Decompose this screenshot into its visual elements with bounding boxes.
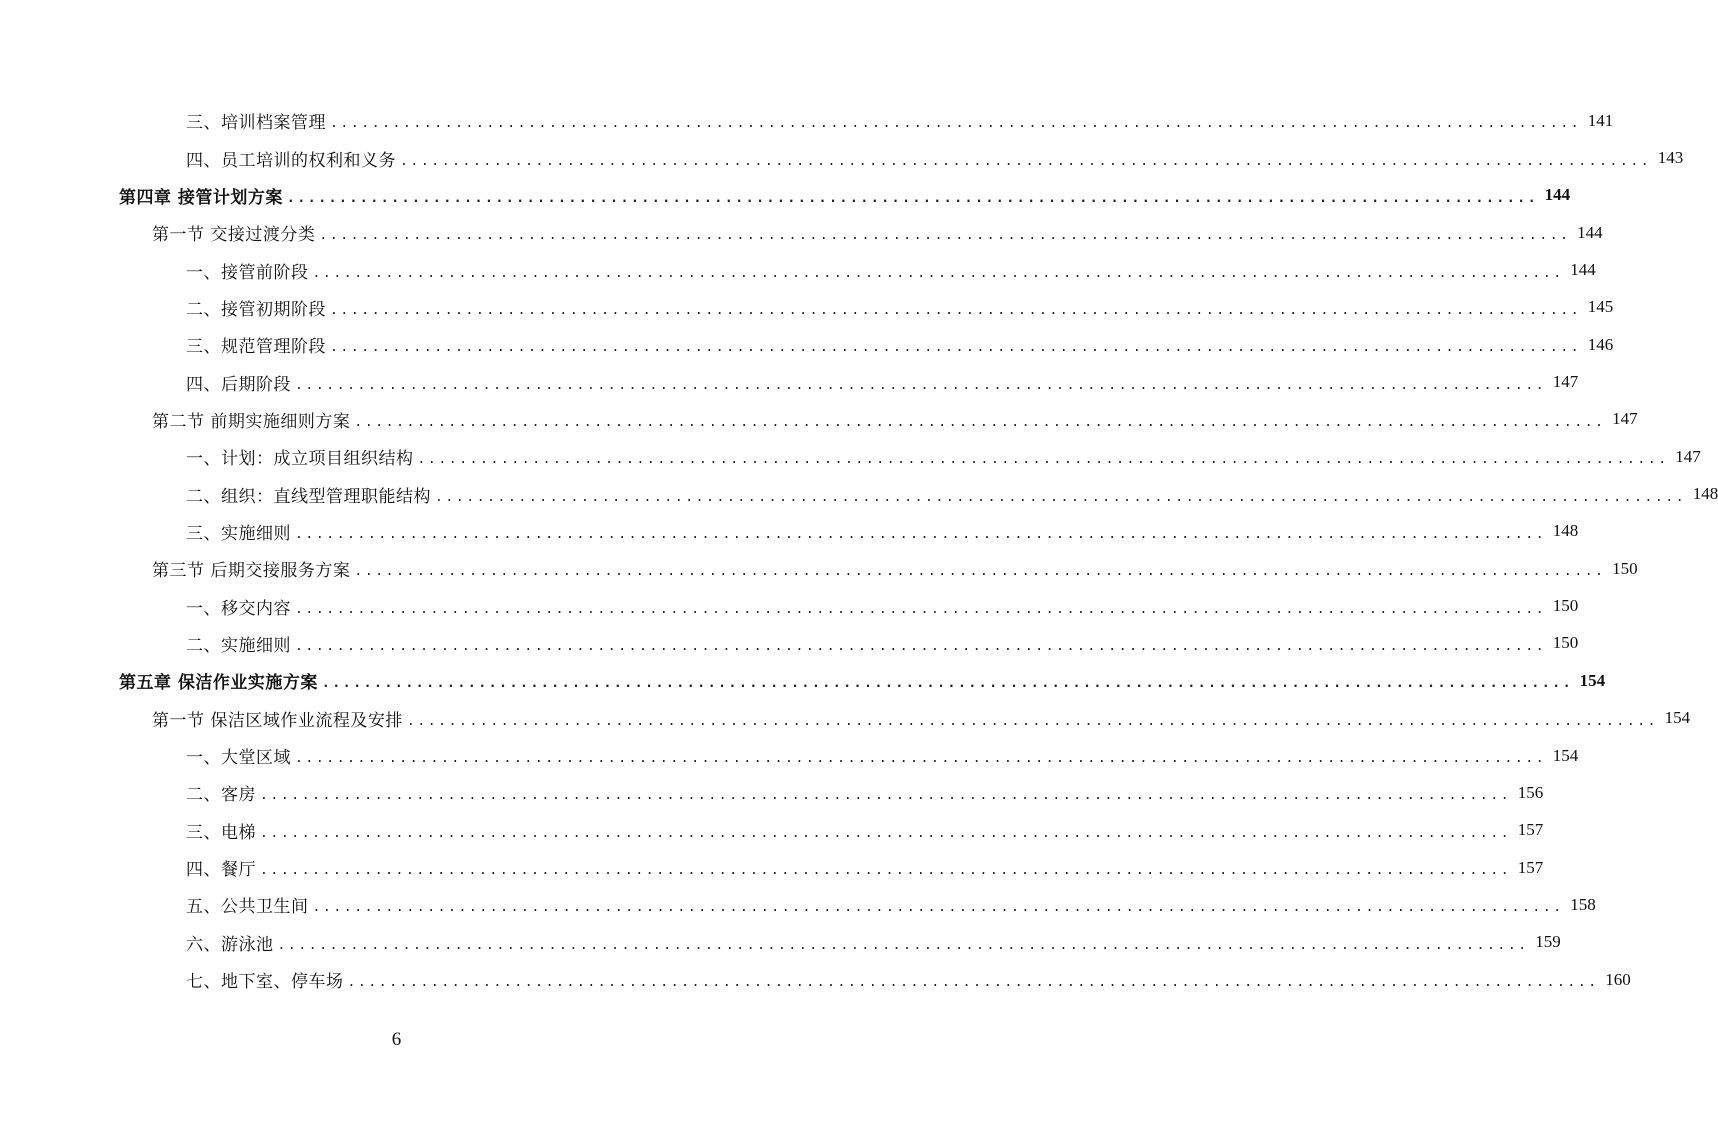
toc-dot-leader: ........................................................................................................................: [295, 526, 1547, 542]
toc-entry-page: 147: [1675, 446, 1701, 466]
toc-entry-page: 157: [1517, 857, 1544, 877]
toc-dot-leader: ........................................................................................................................: [417, 452, 1669, 468]
toc-entry[interactable]: [0, 625, 1579, 662]
toc-entry-title: 四、餐厅: [186, 860, 256, 881]
toc-section-entry[interactable]: [0, 214, 1603, 251]
toc-entry[interactable]: [0, 139, 1684, 176]
toc-dot-leader: ........................................................................................................................: [330, 302, 1582, 318]
toc-entry-page: 150: [1612, 558, 1638, 578]
toc-entry-page: 144: [1577, 222, 1603, 242]
toc-entry-title: 二、客房: [186, 785, 256, 806]
toc-entry-page: 148: [1692, 484, 1718, 504]
toc-entry-page: 147: [1552, 372, 1579, 392]
toc-entry-page: 157: [1517, 820, 1544, 840]
toc-entry-title: 第一节 交接过渡分类: [152, 225, 316, 246]
toc-entry[interactable]: [0, 102, 1614, 139]
toc-dot-leader: ........................................................................................................................: [330, 340, 1582, 356]
toc-entry-page: 154: [1664, 708, 1691, 728]
toc-entry-page: 145: [1587, 297, 1614, 317]
toc-entry-page: 156: [1517, 782, 1544, 802]
toc-entry-title: 七、地下室、停车场: [186, 972, 344, 993]
toc-entry[interactable]: [0, 849, 1544, 886]
toc-entry-page: 143: [1657, 148, 1684, 168]
toc-entry-title: 第一节 保洁区域作业流程及安排: [152, 710, 403, 731]
toc-entry-page: 144: [1570, 260, 1596, 280]
toc-dot-leader: ........................................................................................................................: [354, 564, 1606, 580]
toc-entry[interactable]: [0, 924, 1561, 961]
toc-entry-title: 四、后期阶段: [186, 374, 291, 395]
toc-entry[interactable]: [0, 475, 1718, 512]
toc-dot-leader: ........................................................................................................................: [260, 825, 1512, 841]
toc-dot-leader: ........................................................................................................................: [277, 937, 1529, 953]
toc-dot-leader: ........................................................................................................................: [295, 638, 1547, 654]
toc-entry-page: 154: [1552, 745, 1579, 765]
toc-entry-title: 一、移交内容: [186, 598, 291, 619]
toc-entry-title: 三、培训档案管理: [186, 113, 326, 134]
toc-dot-leader: ........................................................................................................................: [295, 601, 1547, 617]
toc-chapter-entry[interactable]: [0, 177, 1571, 214]
toc-chapter-entry[interactable]: [0, 662, 1606, 699]
toc-entry-title: 第四章 接管计划方案: [119, 187, 283, 208]
toc-entry-page: 150: [1552, 633, 1579, 653]
toc-entry-title: 一、接管前阶段: [186, 262, 309, 283]
toc-entry-page: 141: [1587, 110, 1614, 130]
toc-entry-page: 144: [1544, 185, 1571, 205]
toc-dot-leader: ........................................................................................................................: [312, 900, 1564, 916]
toc-dot-leader: ........................................................................................................................: [319, 228, 1571, 244]
toc-entry-page: 159: [1535, 932, 1561, 952]
toc-entry[interactable]: [0, 812, 1544, 849]
toc-entry-title: 一、大堂区域: [186, 748, 291, 769]
toc-section-entry[interactable]: [0, 700, 1691, 737]
toc-dot-leader: ........................................................................................................................: [286, 190, 1539, 206]
toc-entry[interactable]: [0, 737, 1579, 774]
toc-entry[interactable]: [0, 587, 1579, 624]
table-of-contents: [0, 102, 1718, 998]
toc-dot-leader: ........................................................................................................................: [260, 788, 1512, 804]
toc-dot-leader: ........................................................................................................................: [400, 153, 1652, 169]
toc-entry-title: 一、计划：成立项目组织结构: [186, 449, 414, 470]
toc-entry-page: 148: [1552, 521, 1579, 541]
toc-entry-title: 六、游泳池: [186, 934, 274, 955]
toc-entry-page: 154: [1579, 670, 1606, 690]
toc-entry[interactable]: [0, 886, 1596, 923]
toc-section-entry[interactable]: [0, 401, 1638, 438]
toc-dot-leader: ........................................................................................................................: [321, 676, 1574, 692]
toc-entry-page: 160: [1605, 969, 1631, 989]
toc-entry-title: 第二节 前期实施细则方案: [152, 411, 351, 432]
toc-entry[interactable]: [0, 326, 1614, 363]
toc-entry-title: 二、组织：直线型管理职能结构: [186, 486, 431, 507]
toc-entry-title: 第五章 保洁作业实施方案: [119, 673, 318, 694]
toc-dot-leader: ........................................................................................................................: [312, 265, 1564, 281]
toc-entry-page: 147: [1612, 409, 1638, 429]
toc-dot-leader: ........................................................................................................................: [354, 414, 1606, 430]
toc-dot-leader: ........................................................................................................................: [295, 751, 1547, 767]
toc-entry-title: 第三节 后期交接服务方案: [152, 561, 351, 582]
toc-dot-leader: ........................................................................................................................: [295, 377, 1547, 393]
toc-entry-title: 三、电梯: [186, 822, 256, 843]
toc-dot-leader: ........................................................................................................................: [330, 116, 1582, 132]
toc-entry-page: 146: [1587, 334, 1614, 354]
toc-entry-page: 150: [1552, 596, 1579, 616]
toc-entry[interactable]: [0, 438, 1701, 475]
toc-dot-leader: ........................................................................................................................: [347, 975, 1599, 991]
toc-entry-title: 三、规范管理阶段: [186, 337, 326, 358]
toc-entry-page: 158: [1570, 894, 1596, 914]
toc-entry-title: 二、实施细则: [186, 635, 291, 656]
toc-entry[interactable]: [0, 363, 1579, 400]
toc-entry[interactable]: [0, 513, 1579, 550]
toc-dot-leader: ........................................................................................................................: [435, 489, 1687, 505]
toc-entry-title: 三、实施细则: [186, 523, 291, 544]
toc-section-entry[interactable]: [0, 550, 1638, 587]
toc-entry[interactable]: [0, 289, 1614, 326]
toc-entry[interactable]: [0, 961, 1631, 998]
toc-entry-title: 四、员工培训的权利和义务: [186, 150, 396, 171]
toc-entry[interactable]: [0, 251, 1596, 288]
toc-entry-title: 二、接管初期阶段: [186, 299, 326, 320]
page-number: 6: [391, 1029, 402, 1050]
toc-entry-title: 五、公共卫生间: [186, 897, 309, 918]
toc-dot-leader: ........................................................................................................................: [406, 713, 1659, 729]
toc-entry[interactable]: [0, 774, 1544, 811]
toc-dot-leader: ........................................................................................................................: [260, 863, 1512, 879]
